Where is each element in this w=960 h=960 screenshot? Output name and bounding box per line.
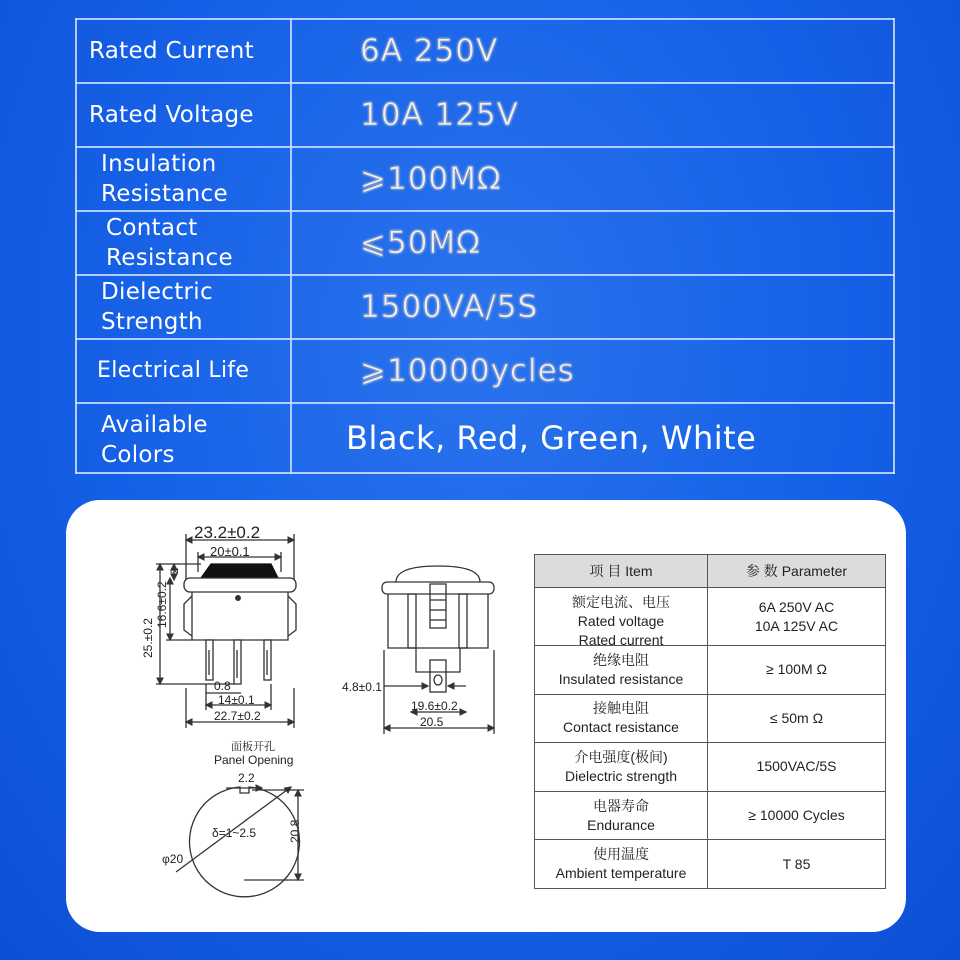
spec-label: Dielectric Strength xyxy=(76,275,291,339)
row-value: 6A 250V AC xyxy=(758,598,835,615)
row-en: Rated current xyxy=(578,631,664,645)
side-view-labels xyxy=(342,680,458,729)
spec-label: Rated Voltage xyxy=(76,83,291,147)
panel-opening-cn: 面板开孔 xyxy=(231,741,275,753)
row-value: 10A 125V AC xyxy=(754,617,839,634)
spec-row xyxy=(76,275,894,339)
spec-row xyxy=(76,339,894,403)
dim-label: 20±0.1 xyxy=(210,544,250,559)
spec-value: Black, Red, Green, White xyxy=(291,403,894,473)
row-cn: 电器寿命 xyxy=(593,797,649,814)
front-view-labels xyxy=(141,523,261,723)
spec-value: 10A 125V xyxy=(291,83,894,147)
table-row xyxy=(535,588,886,646)
diagram-panel xyxy=(66,500,906,932)
row-cn: 接触电阻 xyxy=(593,700,649,717)
row-cn: 介电强度(极间) xyxy=(574,748,668,765)
row-value: 1500VAC/5S xyxy=(708,743,886,792)
spec-label: Available Colors xyxy=(76,403,291,473)
dim-label: φ20 xyxy=(162,852,184,866)
dim-label: 16.6±0.2 xyxy=(155,581,169,628)
spec-row xyxy=(76,83,894,147)
dim-label: δ=1~2.5 xyxy=(212,826,257,840)
header-item: 项 目 Item xyxy=(535,555,708,588)
spec-label: Insulation Resistance xyxy=(76,147,291,211)
dim-label: 2.2 xyxy=(238,771,255,785)
parameter-table xyxy=(534,554,886,889)
row-en: Insulated resistance xyxy=(558,670,684,687)
spec-row xyxy=(76,19,894,83)
row-value: ≥ 10000 Cycles xyxy=(708,791,886,840)
panel-opening xyxy=(176,787,304,897)
table-row xyxy=(535,791,886,840)
row-en: Contact resistance xyxy=(563,719,679,736)
dim-label: 14±0.1 xyxy=(218,693,255,707)
table-row xyxy=(535,840,886,889)
spec-row xyxy=(76,211,894,275)
table-row xyxy=(535,743,886,792)
row-value: ≤ 50m Ω xyxy=(708,694,886,743)
row-value: T 85 xyxy=(708,840,886,889)
panel-opening-labels xyxy=(162,739,302,866)
spec-value: 6A 250V xyxy=(291,19,894,83)
row-cn: 使用温度 xyxy=(593,846,649,863)
dim-label: 20.5 xyxy=(420,715,444,729)
spec-value: 1500VA/5S xyxy=(291,275,894,339)
spec-row xyxy=(76,147,894,211)
dim-label: 22.7±0.2 xyxy=(214,709,261,723)
dimension-drawing xyxy=(66,500,526,932)
spec-row xyxy=(76,403,894,473)
dim-label: 25.±0.2 xyxy=(141,618,155,658)
row-value: ≥ 100M Ω xyxy=(708,646,886,695)
dim-label: 2 xyxy=(169,567,181,574)
spec-table xyxy=(75,18,895,474)
header-parameter: 参 数 Parameter xyxy=(708,555,886,588)
row-cn: 额定电流、电压 xyxy=(572,593,670,610)
table-row xyxy=(535,646,886,695)
table-row xyxy=(535,694,886,743)
dim-label: 4.8±0.1 xyxy=(342,680,382,694)
row-en: Endurance xyxy=(587,816,655,833)
row-en: Ambient temperature xyxy=(555,865,687,882)
dim-label: 23.2±0.2 xyxy=(194,523,261,542)
spec-value: ⩾100MΩ xyxy=(291,147,894,211)
parameter-table-header xyxy=(535,555,886,588)
dim-label: 19.6±0.2 xyxy=(411,699,458,713)
spec-label: Rated Current xyxy=(76,19,291,83)
panel-opening-en: Panel Opening xyxy=(214,753,294,767)
spec-label: Electrical Life xyxy=(76,339,291,403)
dim-label: 20.8 xyxy=(288,819,302,843)
spec-label: Contact Resistance xyxy=(76,211,291,275)
row-en: Rated voltage xyxy=(577,612,665,629)
row-en: Dielectric strength xyxy=(564,767,678,784)
dim-label: 0.8 xyxy=(214,679,231,693)
spec-value: ⩾10000ycles xyxy=(291,339,894,403)
spec-value: ⩽50MΩ xyxy=(291,211,894,275)
row-cn: 绝缘电阻 xyxy=(593,651,649,668)
